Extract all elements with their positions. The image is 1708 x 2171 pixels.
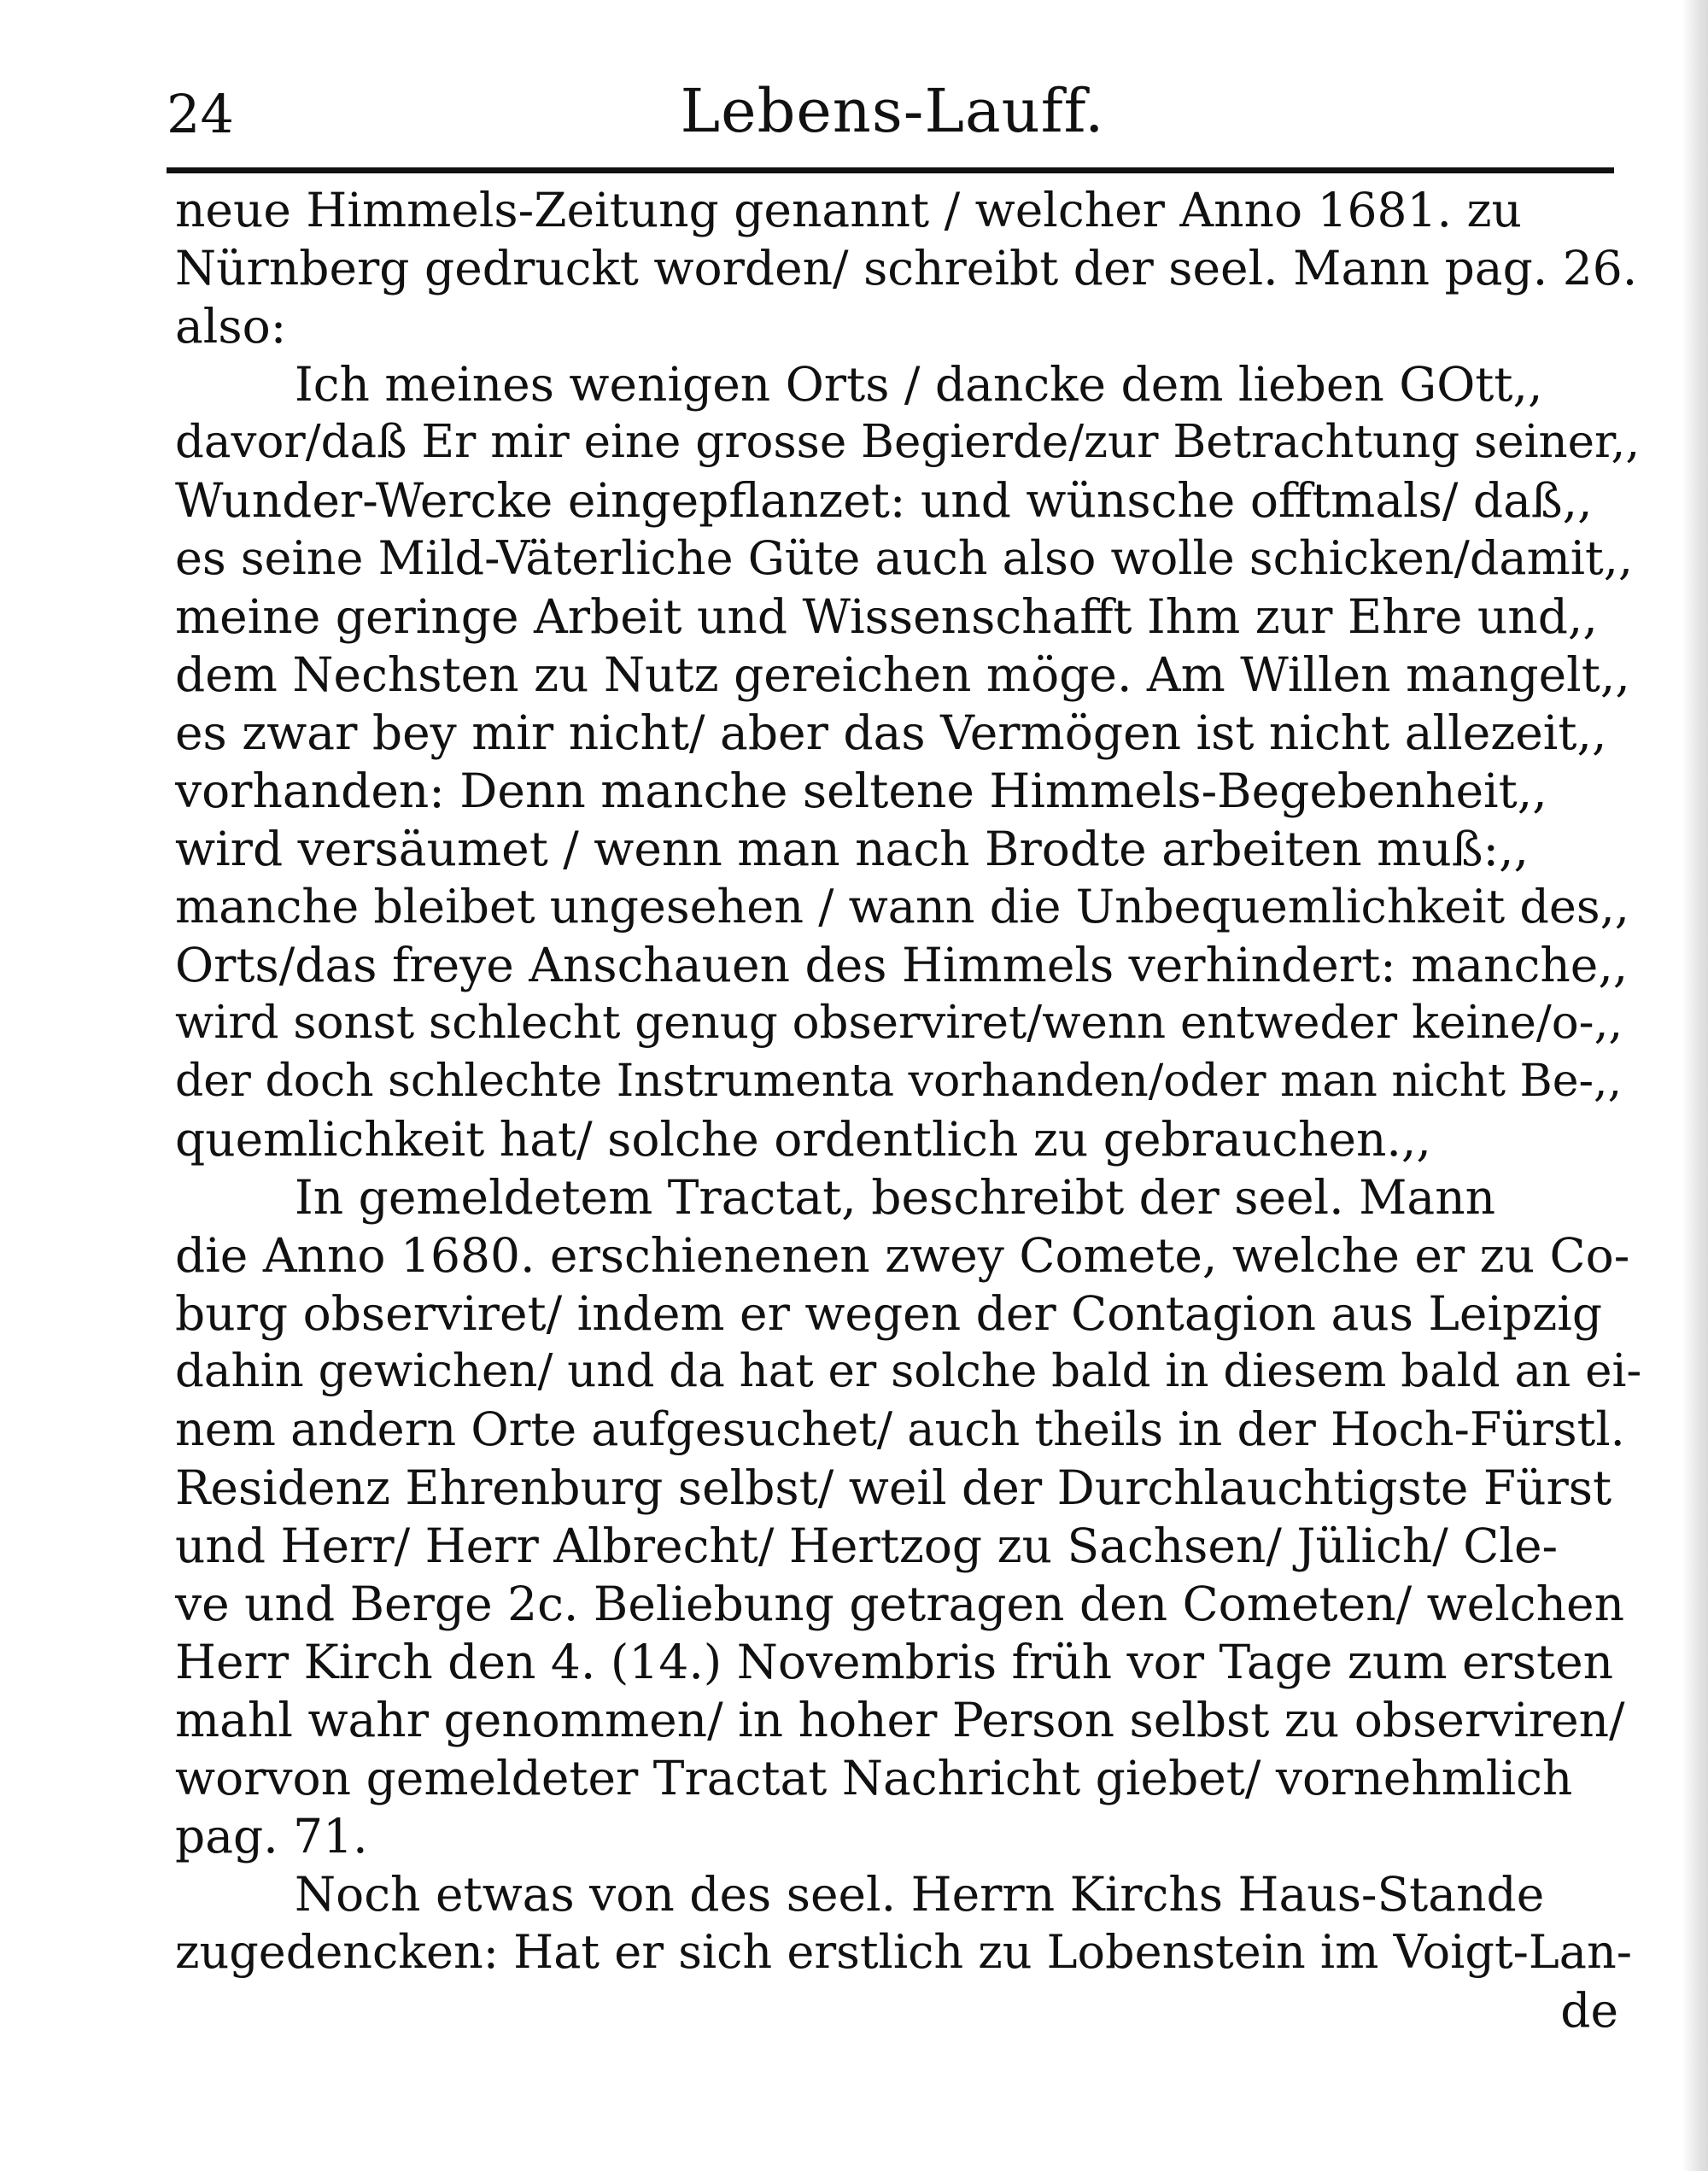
text-line: worvon gemeldeter Tractat Nachricht giebet/ vornehmlich <box>175 1751 1573 1805</box>
text-line: die Anno 1680. erschienenen zwey Comete, welche er zu Co- <box>175 1228 1630 1283</box>
header-rule <box>167 167 1614 173</box>
page-header <box>167 68 1618 162</box>
text-line: pag. 71. <box>175 1809 368 1864</box>
text-line: Orts/das freye Anschauen des Himmels verhindert: manche,, <box>175 938 1629 992</box>
text-line: wird versäumet / wenn man nach Brodte arbeiten muß:,, <box>175 822 1529 876</box>
text-line: Wunder-Wercke eingepflanzet: und wünsche offtmals/ daß,, <box>175 473 1593 528</box>
text-line: Residenz Ehrenburg selbst/ weil der Durchlauchtigste Fürst <box>175 1460 1612 1515</box>
running-title: Lebens-Lauff. <box>680 76 1105 146</box>
text-line: davor/daß Er mir eine grosse Begierde/zur Betrachtung seiner,, <box>175 416 1641 468</box>
text-line: quemlichkeit hat/ solche ordentlich zu gebrauchen.,, <box>175 1112 1431 1167</box>
text-line: Herr Kirch den 4. (14.) Novembris früh vor Tage zum ersten <box>175 1635 1614 1689</box>
page-number: 24 <box>167 83 234 145</box>
text-line: und Herr/ Herr Albrecht/ Hertzog zu Sachsen/ Jülich/ Cle- <box>175 1519 1559 1573</box>
text-line: der doch schlechte Instrumenta vorhanden/oder man nicht Be-,, <box>175 1056 1623 1107</box>
text-line: neue Himmels-Zeitung genannt / welcher Anno 1681. zu <box>175 183 1522 237</box>
text-line: dahin gewichen/ und da hat er solche bald in diesem bald an ei- <box>175 1345 1642 1397</box>
text-line: Noch etwas von des seel. Herrn Kirchs Haus-Stande <box>295 1867 1545 1922</box>
text-line: zugedencken: Hat er sich erstlich zu Lobenstein im Voigt-Lan- <box>175 1925 1632 1979</box>
page-edge-shadow <box>1682 0 1708 2171</box>
text-line: In gemeldetem Tractat, beschreibt der seel. Mann <box>295 1170 1496 1225</box>
text-line: es seine Mild-Väterliche Güte auch also wolle schicken/damit,, <box>175 531 1634 585</box>
text-line: Nürnberg gedruckt worden/ schreibt der seel. Mann pag. 26. <box>175 241 1638 296</box>
text-line: burg observiret/ indem er wegen der Contagion aus Leipzig <box>175 1286 1603 1341</box>
text-line: vorhanden: Denn manche seltene Himmels-Begebenheit,, <box>175 764 1547 818</box>
text-line: also: <box>175 299 287 354</box>
text-line: Ich meines wenigen Orts / dancke dem lieben GOtt,, <box>295 357 1543 412</box>
text-line: dem Nechsten zu Nutz gereichen möge. Am Willen mangelt,, <box>175 647 1630 702</box>
text-line: wird sonst schlecht genug observiret/wenn entweder keine/o-,, <box>175 997 1623 1049</box>
text-line: manche bleibet ungesehen / wann die Unbequemlichkeit des,, <box>175 880 1629 933</box>
text-line: mahl wahr genommen/ in hoher Person selbst zu observiren/ <box>175 1693 1625 1747</box>
catchword: de <box>1560 1983 1618 2038</box>
text-line: ve und Berge 2c. Beliebung getragen den Cometen/ welchen <box>175 1577 1624 1631</box>
text-line: es zwar bey mir nicht/ aber das Vermögen ist nicht allezeit,, <box>175 705 1607 760</box>
body-text <box>175 181 1644 2039</box>
text-line: meine geringe Arbeit und Wissenschafft Ihm zur Ehre und,, <box>175 589 1598 644</box>
text-line: nem andern Orte aufgesuchet/ auch theils in der Hoch-Fürstl. <box>175 1402 1625 1456</box>
